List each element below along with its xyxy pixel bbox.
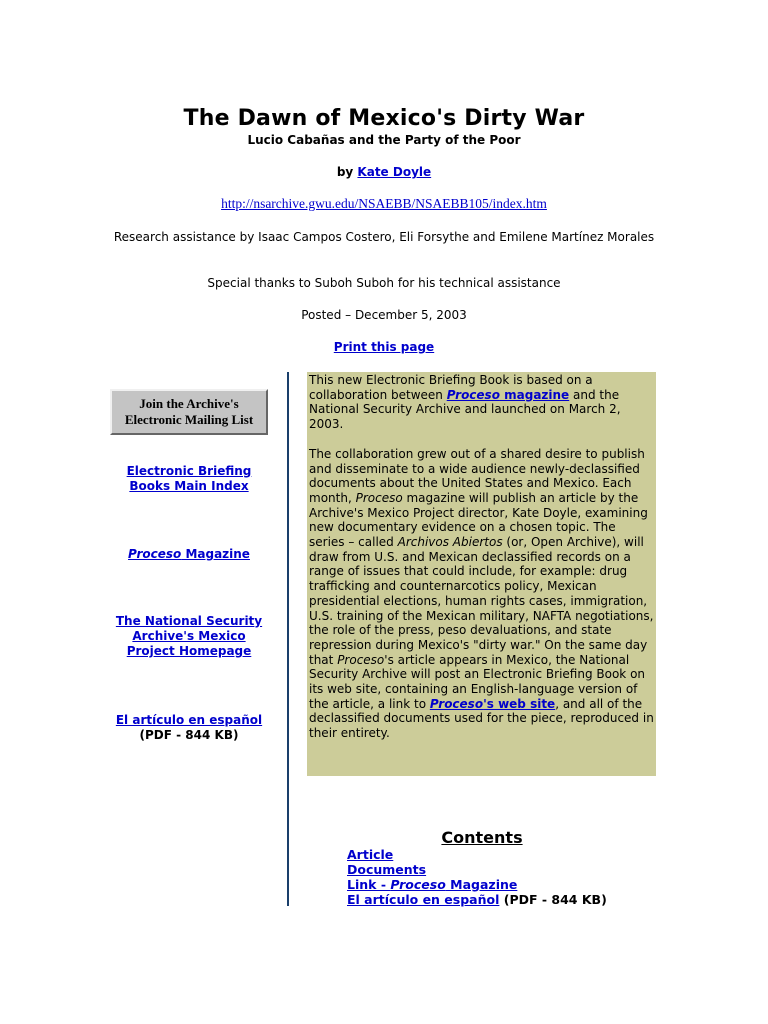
contents-espanol-size: (PDF - 844 KB) [499, 892, 607, 907]
contents-item-documents [347, 862, 607, 877]
join-mailing-list-button[interactable] [110, 389, 268, 435]
contents-list [347, 847, 607, 907]
p2-link-rest: 's web site [483, 696, 556, 711]
proceso-website-link[interactable] [430, 697, 555, 711]
proceso-magazine-inline-link[interactable] [447, 388, 569, 402]
join-line-1: Join the Archive's [139, 396, 239, 411]
byline [0, 165, 768, 179]
print-link[interactable]: Print this page [333, 340, 435, 354]
research-credit: Research assistance by Isaac Campos Costero, Eli Forsythe and Emilene Martínez Morales [113, 230, 655, 244]
intro-box [307, 372, 656, 776]
contents-article-link[interactable]: Article [347, 847, 394, 862]
p1-link-rest: magazine [499, 387, 570, 402]
intro-p2-italic-1: Proceso [355, 490, 403, 505]
espanol-article-link[interactable]: El artículo en español [115, 713, 263, 727]
contents-item-article [347, 847, 607, 862]
ebb-line-1: Electronic Briefing [126, 464, 252, 478]
page-title: The Dawn of Mexico's Dirty War [183, 106, 585, 131]
intro-paragraph-2 [309, 447, 654, 741]
contents-item-espanol [347, 892, 607, 907]
join-line-2: Electronic Mailing List [124, 412, 254, 427]
contents-link-italic: Proceso [390, 877, 446, 892]
thanks-credit: Special thanks to Suboh Suboh for his technical assistance [207, 276, 561, 290]
intro-p1-text-a: This new Electronic Briefing Book is based on a collaboration between [309, 373, 593, 402]
p1-link-italic: Proceso [446, 387, 500, 402]
intro-p2-text-e: , and all of the declassified documents used for the piece, reproduced in their entirety. [309, 696, 654, 741]
intro-p2-text-a: The collaboration grew out of a shared desire to publish and disseminate to a wide audience newly-declassified documents about the United States and Mexico. Each month, [309, 446, 645, 505]
contents-link-prefix: Link - [347, 877, 391, 892]
nsa-line-1: The National Security [115, 614, 263, 628]
intro-p2-italic-3: Proceso [337, 652, 385, 667]
ebb-line-2: Books Main Index [129, 479, 249, 493]
by-prefix: by [336, 165, 358, 179]
intro-p2-text-c: (or, Open Archive), will draw from U.S. and Mexican declassified records on a range of issues that could include, for example: drug trafficking and counternarcotics policy, Mexican presidential elections, human rights cases, immigration, U.S. training of the Mexican military, NAFTA negotiations, the role of the press, peso devaluations, and state repression during Mexico's "dirty war." On the same day that [309, 535, 654, 667]
page-url [0, 196, 768, 212]
proceso-item [108, 547, 270, 562]
nsa-item [108, 614, 270, 659]
p2-link-italic: Proceso [429, 696, 484, 711]
ebb-index-item [108, 464, 270, 494]
intro-p1-text-b: and the National Security Archive and launched on March 2, 2003. [309, 387, 621, 432]
print-area [0, 340, 768, 354]
posted-date: Posted – December 5, 2003 [301, 308, 467, 322]
contents-proceso-link[interactable] [347, 877, 517, 892]
author-link[interactable]: Kate Doyle [357, 165, 432, 179]
contents-espanol-link[interactable]: El artículo en español [347, 892, 500, 907]
contents-link-rest: Magazine [445, 877, 518, 892]
intro-paragraph-1 [309, 373, 654, 432]
proceso-rest: Magazine [181, 547, 250, 561]
contents-heading: Contents [441, 828, 523, 847]
proceso-magazine-link[interactable] [128, 547, 250, 561]
nsa-line-3: Project Homepage [126, 644, 252, 658]
url-link[interactable]: http://nsarchive.gwu.edu/NSAEBB/NSAEBB105/index.htm [221, 196, 547, 211]
intro-p2-italic-2: Archivos Abiertos [397, 535, 503, 550]
intro-p2-text-d: 's article appears in Mexico, the National Security Archive will post an Electronic Briefing Book on its web site, containing an English-language version of the article, a link to [309, 652, 646, 711]
contents-item-proceso [347, 877, 607, 892]
proceso-italic: Proceso [128, 547, 182, 561]
espanol-item [108, 713, 270, 728]
ebb-index-link[interactable] [127, 464, 252, 493]
nsa-line-2: Archive's Mexico [132, 629, 246, 643]
contents-documents-link[interactable]: Documents [347, 862, 427, 877]
intro-p2-text-b: magazine will publish an article by the Archive's Mexico Project director, Kate Doyle, examining new documentary evidence on a chosen topic. The series – called [309, 490, 648, 550]
espanol-size: (PDF - 844 KB) [139, 728, 239, 742]
nsa-mexico-project-link[interactable] [116, 614, 262, 658]
page-subtitle: Lucio Cabañas and the Party of the Poor [247, 133, 521, 147]
column-divider [287, 372, 289, 906]
